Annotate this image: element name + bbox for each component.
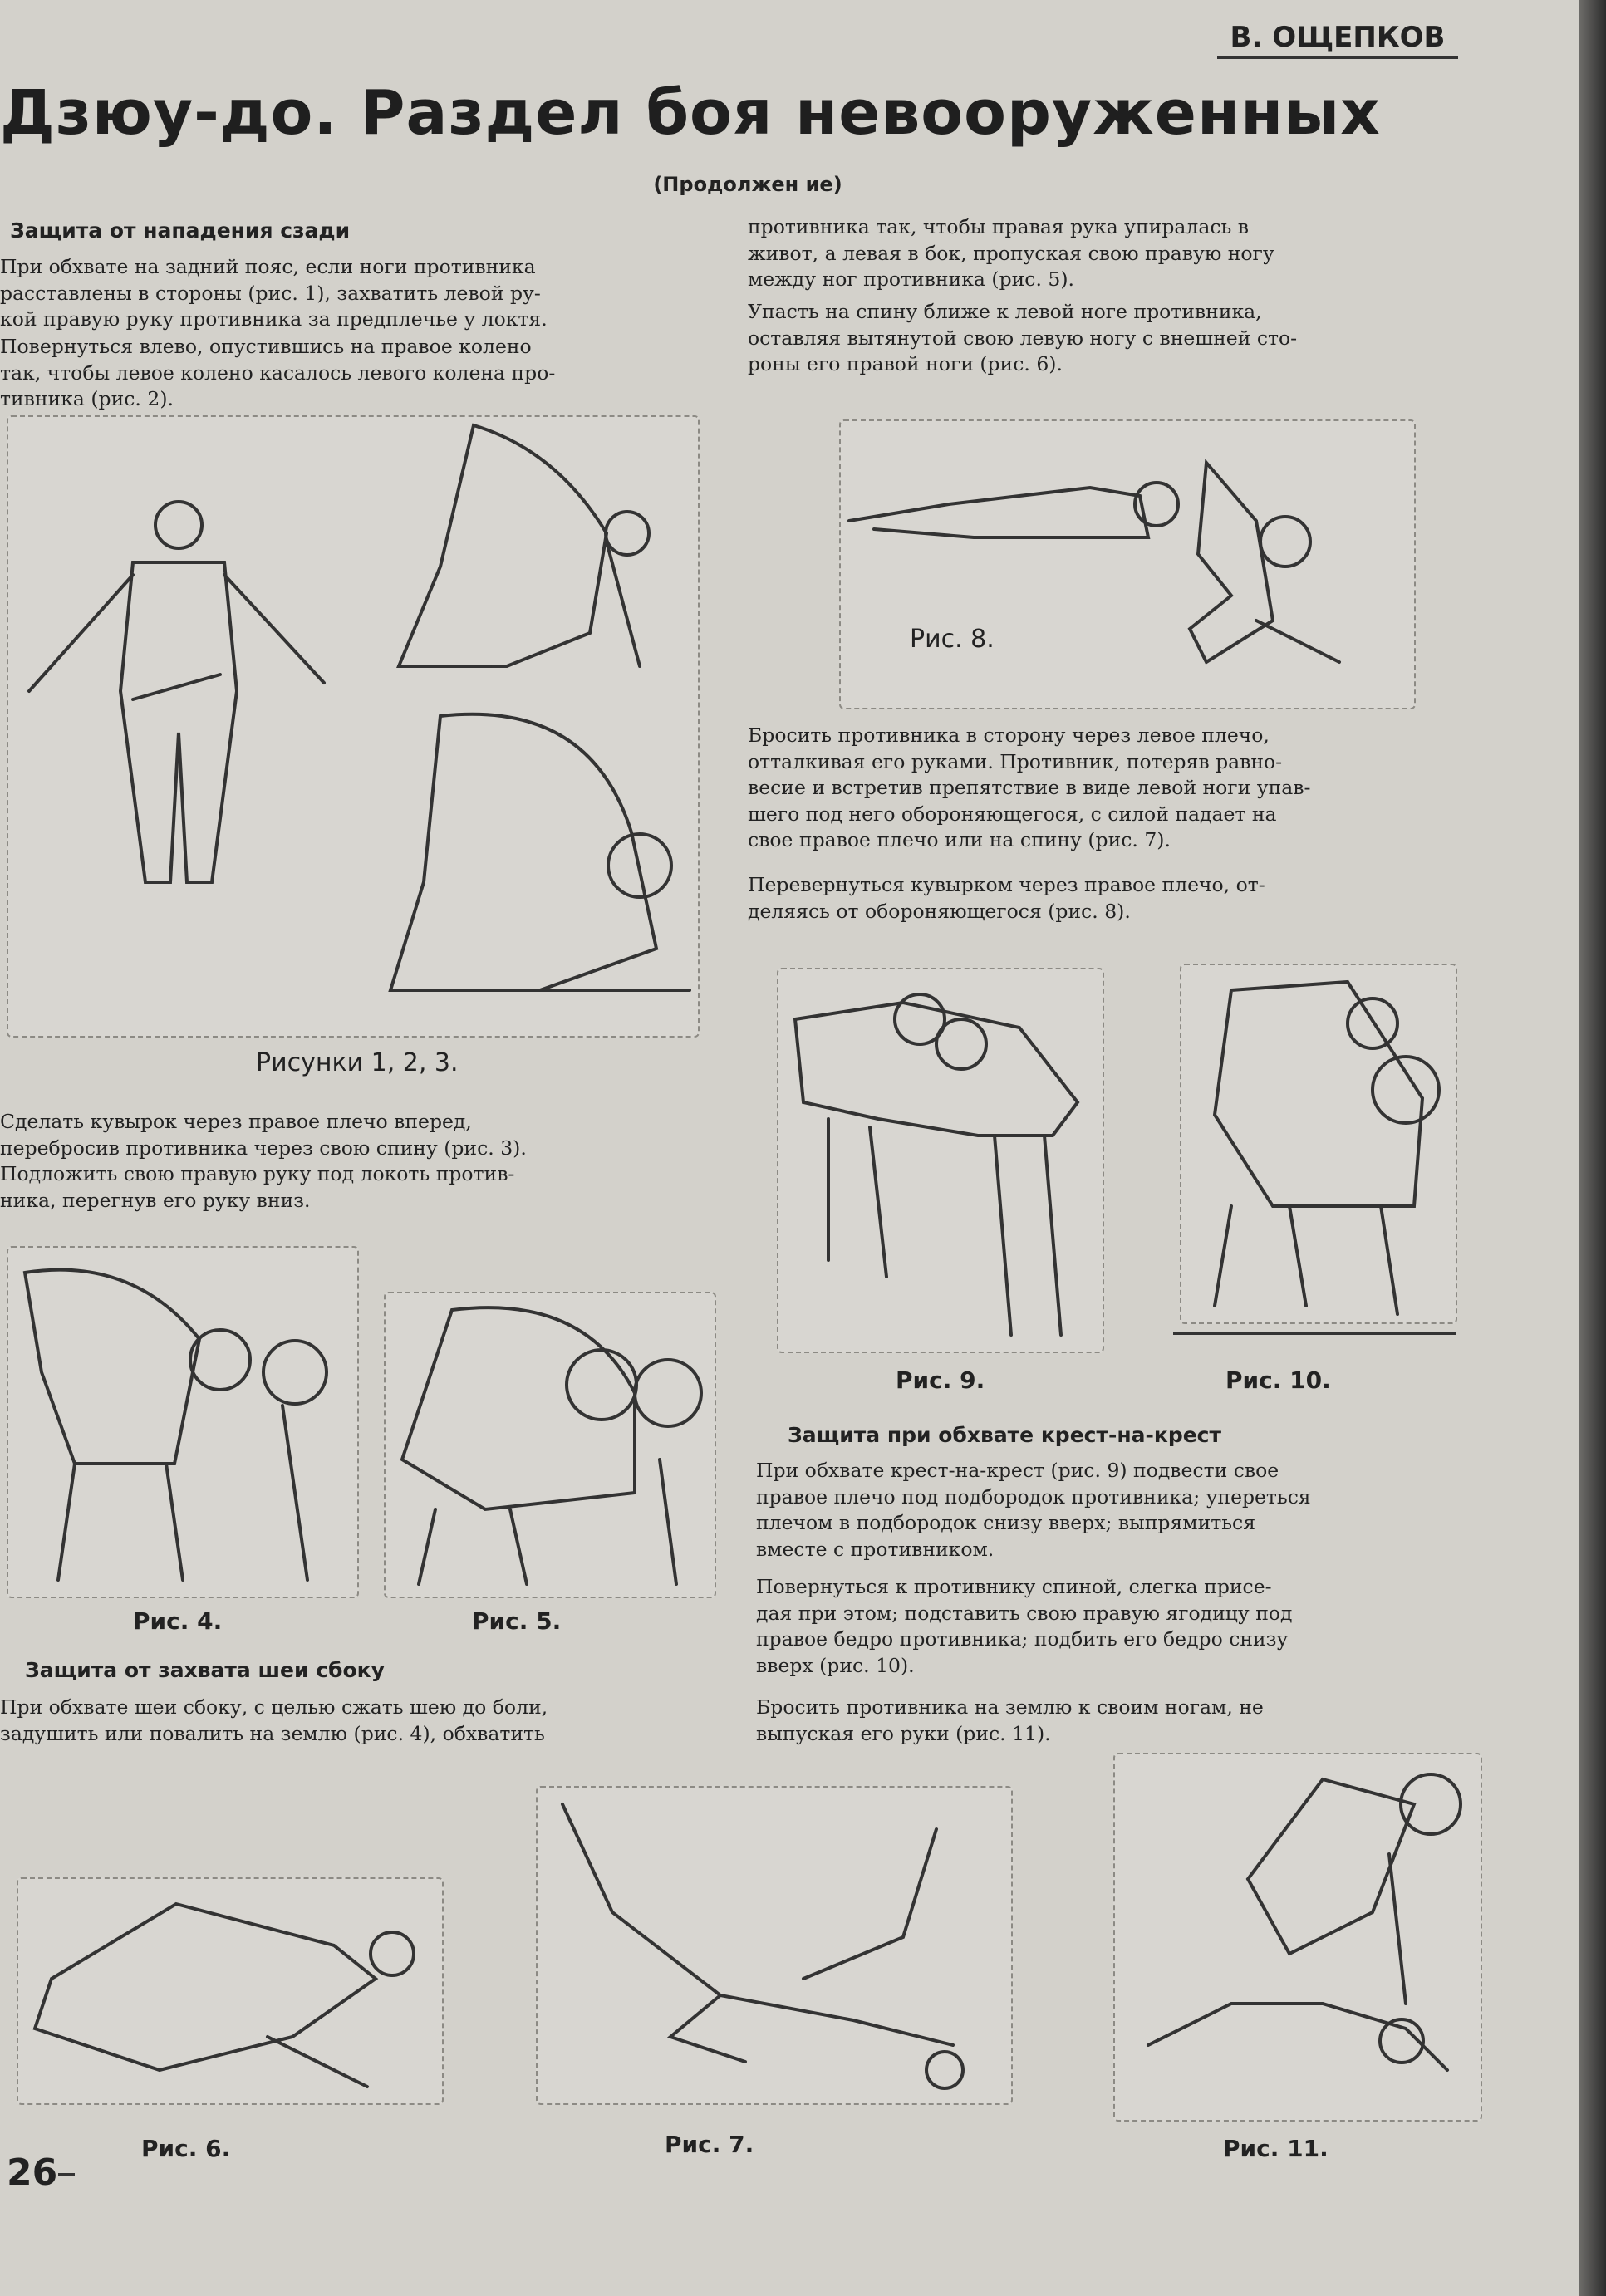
caption-figure-7: Рис. 7. [665, 2131, 754, 2158]
section-heading-cross-grab: Защита при обхвате крест-на-крест [788, 1423, 1221, 1447]
paragraph-rear-attack-4: Подложить свою правую руку под локоть против- ника, перегнув его руку вниз. [0, 1162, 515, 1212]
article-title: Дзюу-до. Раздел боя невооруженных [0, 77, 1381, 149]
caption-figure-9: Рис. 9. [896, 1366, 985, 1394]
paragraph-cross-grab-2: Повернуться к противнику спиной, слегка присе- дая при этом; подставить свою правую ягодицу под правое бедро противника; подбить его бедро снизу вверх (рис. 10). [756, 1575, 1293, 1677]
figure-9 [777, 968, 1104, 1353]
wrestlers-drawing-icon [18, 1879, 442, 2103]
figure-8 [839, 419, 1416, 709]
wrestlers-drawing-icon [8, 1248, 357, 1597]
wrestlers-drawing-icon [778, 969, 1103, 1352]
figure-4 [7, 1246, 359, 1598]
figure-7 [536, 1786, 1013, 2105]
wrestlers-drawing-icon [1115, 1754, 1481, 2120]
paragraph-rear-attack-2: Повернуться влево, опустившись на правое колено так, чтобы левое колено касалось левого колена про- тивника (рис. 2). [0, 335, 556, 410]
page-edge [1579, 0, 1606, 2296]
caption-figure-4: Рис. 4. [133, 1607, 223, 1635]
page-number: 26 [7, 2151, 58, 2194]
paragraph-right-2: Упасть на спину ближе к левой ноге противника, оставляя вытянутой свою левую ногу с внешней сто- роны его правой ноги (рис. 6). [748, 300, 1298, 375]
paragraph-right-4: Перевернуться кувырком через правое плечо, от- деляясь от обороняющегося (рис. 8). [748, 873, 1265, 923]
wrestlers-drawing-icon [1181, 965, 1456, 1322]
author-name: В. ОЩЕПКОВ [1217, 18, 1458, 59]
paragraph-cross-grab-3: Бросить противника на землю к своим ногам, не выпуская его руки (рис. 11). [756, 1695, 1264, 1745]
paragraph-rear-attack-3: Сделать кувырок через правое плечо вперед, перебросив противника через свою спину (рис. 3). [0, 1110, 527, 1160]
caption-figure-10: Рис. 10. [1225, 1366, 1331, 1394]
wrestlers-drawing-icon [386, 1293, 715, 1597]
caption-figure-5: Рис. 5. [472, 1607, 562, 1635]
figure-5 [384, 1292, 716, 1598]
figure-1-2-3 [7, 415, 700, 1038]
paragraph-cross-grab-1: При обхвате крест-на-крест (рис. 9) подвести свое правое плечо под подбородок противника; упереться плечом в подбородок снизу вверх; выпрямиться вместе с противником. [756, 1459, 1311, 1561]
floor-line [1173, 1332, 1456, 1335]
wrestlers-drawing-icon [538, 1788, 1011, 2103]
figure-6 [17, 1877, 444, 2105]
article-subtitle: (Продолжен ие) [653, 173, 842, 196]
figure-11 [1113, 1753, 1482, 2122]
paragraph-rear-attack-1: При обхвате на задний пояс, если ноги противника расставлены в стороны (рис. 1), захватить левой ру- кой правую руку противника за предплечье у локтя. [0, 255, 548, 331]
paragraph-neck-grab-1: При обхвате шеи сбоку, с целью сжать шею до боли, задушить или повалить на землю (рис. 4), обхватить [0, 1695, 548, 1745]
paragraph-right-3: Бросить противника в сторону через левое плечо, отталкивая его руками. Противник, потеряв равно- весие и встретив препятствие в виде левой ноги упав- шего под него обороняющегося, с силой падает на свое правое плечо или на спину (рис. 7). [748, 724, 1311, 851]
section-heading-rear-attack: Защита от нападения сзади [10, 218, 351, 243]
wrestlers-drawing-icon [8, 417, 698, 1036]
caption-figure-6: Рис. 6. [141, 2135, 231, 2162]
caption-figure-8: Рис. 8. [910, 625, 995, 654]
paragraph-right-1: противника так, чтобы правая рука упиралась в живот, а левая в бок, пропуская свою правую ногу между ног противника (рис. 5). [748, 215, 1274, 291]
caption-figures-1-2-3: Рисунки 1, 2, 3. [256, 1048, 459, 1077]
page-number-rule [58, 2173, 75, 2176]
section-heading-neck-grab: Защита от захвата шеи сбоку [25, 1658, 385, 1682]
figure-10 [1180, 964, 1457, 1324]
caption-figure-11: Рис. 11. [1223, 2135, 1329, 2162]
wrestlers-drawing-icon [841, 421, 1414, 708]
